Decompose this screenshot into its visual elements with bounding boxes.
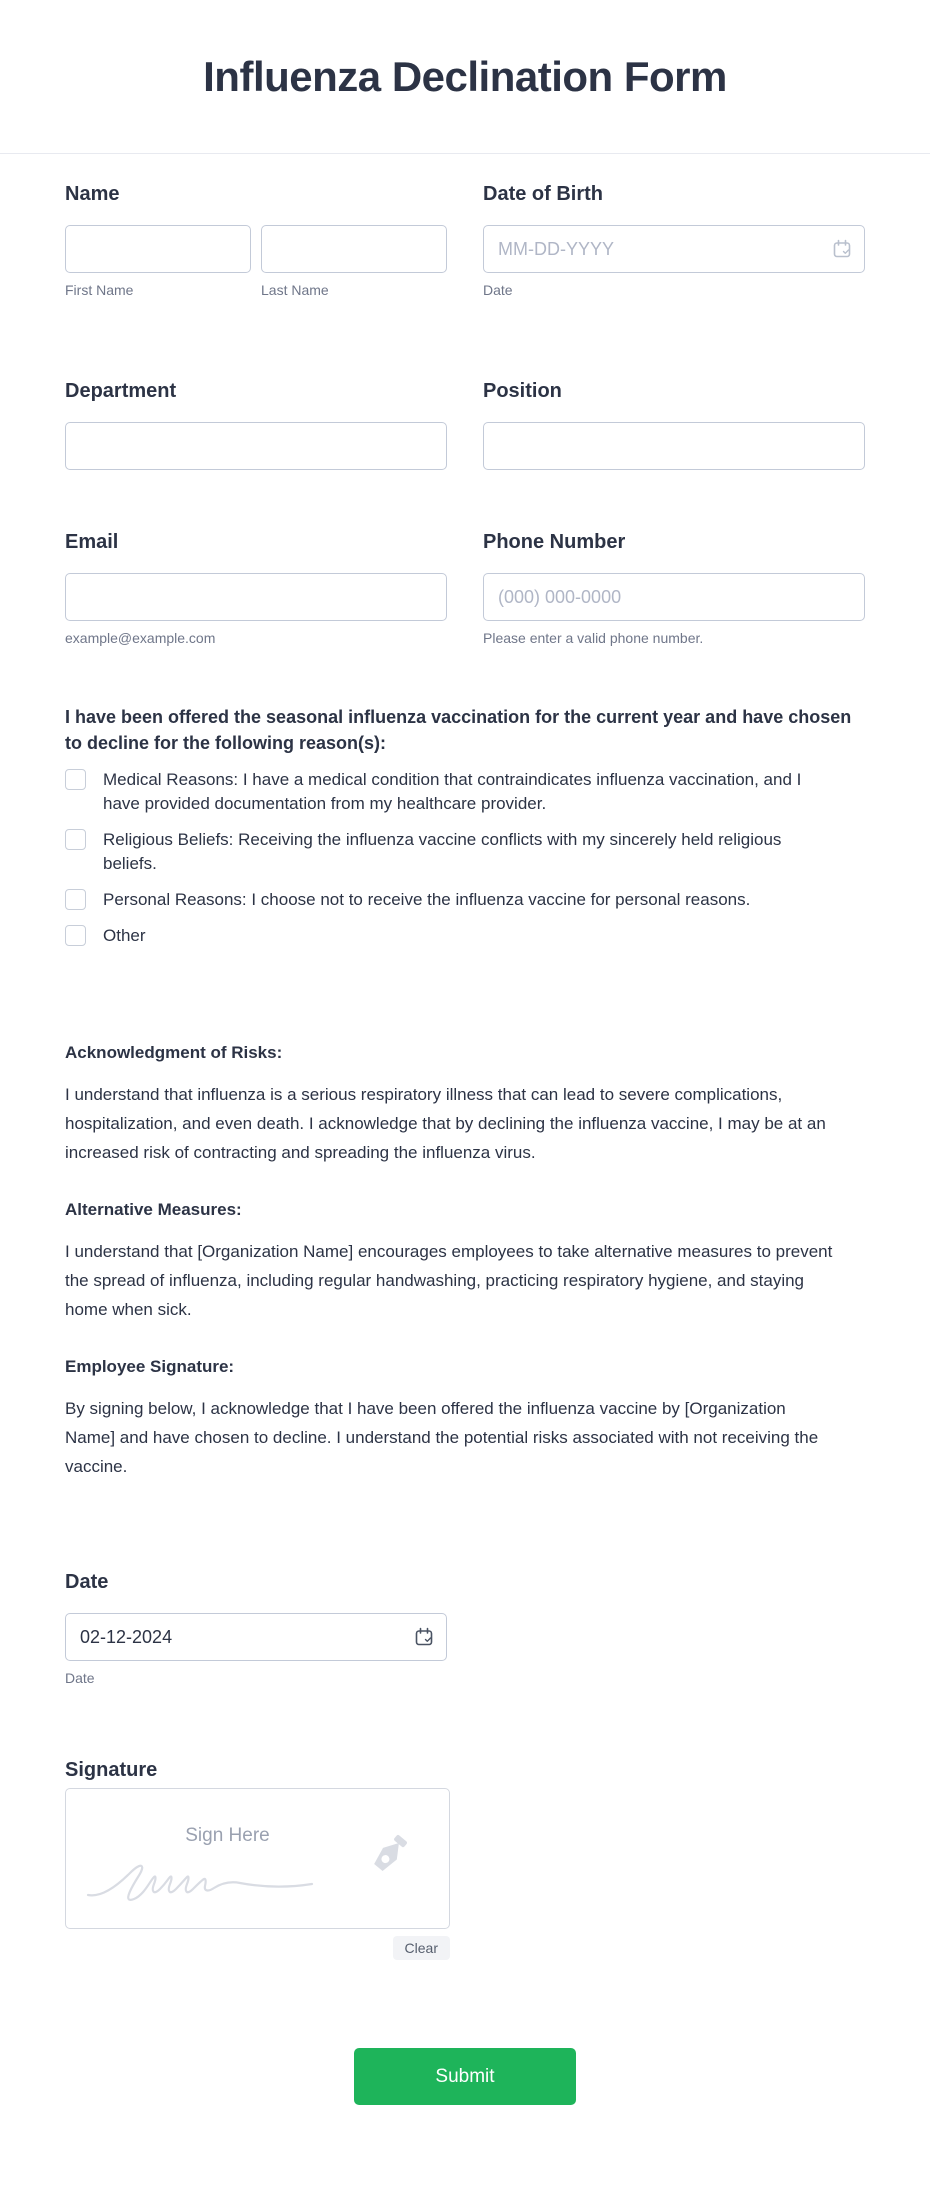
signature-clear-button[interactable]: Clear xyxy=(393,1936,450,1960)
position-label: Position xyxy=(483,380,562,402)
department-input[interactable] xyxy=(65,422,447,470)
row-name-dob xyxy=(65,182,865,299)
last-name-input[interactable] xyxy=(261,225,447,273)
field-phone xyxy=(483,530,865,647)
date-sublabel: Date xyxy=(65,1670,95,1686)
option-religious-beliefs[interactable] xyxy=(65,828,865,876)
alternative-measures-heading: Alternative Measures: xyxy=(65,1200,242,1219)
phone-input[interactable] xyxy=(483,573,865,621)
religious-beliefs-label: Religious Beliefs: Receiving the influenza vaccine conflicts with my sincerely held religious beliefs. xyxy=(103,830,782,873)
decline-reasons-group xyxy=(65,704,865,948)
dob-sublabel: Date xyxy=(483,282,513,298)
submit-button[interactable]: Submit xyxy=(354,2048,576,2105)
field-department xyxy=(65,379,447,470)
religious-beliefs-checkbox[interactable] xyxy=(65,829,86,850)
date-input[interactable] xyxy=(65,1613,447,1661)
other-label: Other xyxy=(103,926,146,945)
pen-nib-icon xyxy=(365,1833,411,1879)
form-header xyxy=(0,0,930,154)
field-name xyxy=(65,182,447,299)
agreement-text-block xyxy=(65,1042,855,1481)
decline-reasons-question: I have been offered the seasonal influenza vaccination for the current year and have chosen to decline for the following reason(s): xyxy=(65,707,852,753)
signature-label: Signature xyxy=(65,1759,158,1781)
acknowledgment-body: I understand that influenza is a serious respiratory illness that can lead to severe complications, hospitalization, and even death. I acknowledge that by declining the influenza vaccine, I may be at an increased risk of contracting and spreading the influenza virus. xyxy=(65,1085,826,1162)
email-label: Email xyxy=(65,531,119,553)
option-personal-reasons[interactable] xyxy=(65,888,865,912)
dob-label: Date of Birth xyxy=(483,183,603,205)
field-position xyxy=(483,379,865,470)
row-department-position xyxy=(65,379,865,470)
field-date xyxy=(65,1570,447,1687)
email-sublabel: example@example.com xyxy=(65,630,216,646)
option-other[interactable] xyxy=(65,924,865,948)
employee-signature-heading: Employee Signature: xyxy=(65,1357,235,1376)
submit-row xyxy=(65,2048,865,2105)
row-email-phone xyxy=(65,530,865,647)
personal-reasons-label: Personal Reasons: I choose not to receive the influenza vaccine for personal reasons. xyxy=(103,890,751,909)
field-email xyxy=(65,530,447,647)
personal-reasons-checkbox[interactable] xyxy=(65,889,86,910)
department-label: Department xyxy=(65,380,177,402)
form-body xyxy=(0,154,930,2156)
alternative-measures-body: I understand that [Organization Name] encourages employees to take alternative measures to prevent the spread of influenza, including regular handwashing, practicing respiratory hygiene, and staying home when sick. xyxy=(65,1242,833,1319)
date-calendar-icon[interactable] xyxy=(414,1627,434,1647)
position-input[interactable] xyxy=(483,422,865,470)
name-label: Name xyxy=(65,183,120,205)
signature-squiggle-icon xyxy=(84,1851,349,1906)
signature-pad[interactable] xyxy=(65,1788,450,1929)
acknowledgment-heading: Acknowledgment of Risks: xyxy=(65,1043,283,1062)
field-dob xyxy=(483,182,865,299)
phone-sublabel: Please enter a valid phone number. xyxy=(483,630,704,646)
date-label: Date xyxy=(65,1571,109,1593)
email-input[interactable] xyxy=(65,573,447,621)
dob-calendar-icon[interactable] xyxy=(832,239,852,259)
last-name-sublabel: Last Name xyxy=(261,282,329,298)
phone-label: Phone Number xyxy=(483,531,626,553)
medical-reasons-label: Medical Reasons: I have a medical condition that contraindicates influenza vaccination, and I have provided documentation from my healthcare provider. xyxy=(103,770,802,813)
field-signature xyxy=(65,1758,450,1960)
other-checkbox[interactable] xyxy=(65,925,86,946)
employee-signature-body: By signing below, I acknowledge that I have been offered the influenza vaccine by [Organization Name] and have chosen to decline. I understand the potential risks associated with not receiving the vaccine. xyxy=(65,1399,819,1476)
sign-here-placeholder: Sign Here xyxy=(185,1825,270,1846)
page-title: Influenza Declination Form xyxy=(203,52,727,100)
first-name-sublabel: First Name xyxy=(65,282,134,298)
dob-input[interactable] xyxy=(483,225,865,273)
first-name-input[interactable] xyxy=(65,225,251,273)
option-medical-reasons[interactable] xyxy=(65,768,865,816)
medical-reasons-checkbox[interactable] xyxy=(65,769,86,790)
